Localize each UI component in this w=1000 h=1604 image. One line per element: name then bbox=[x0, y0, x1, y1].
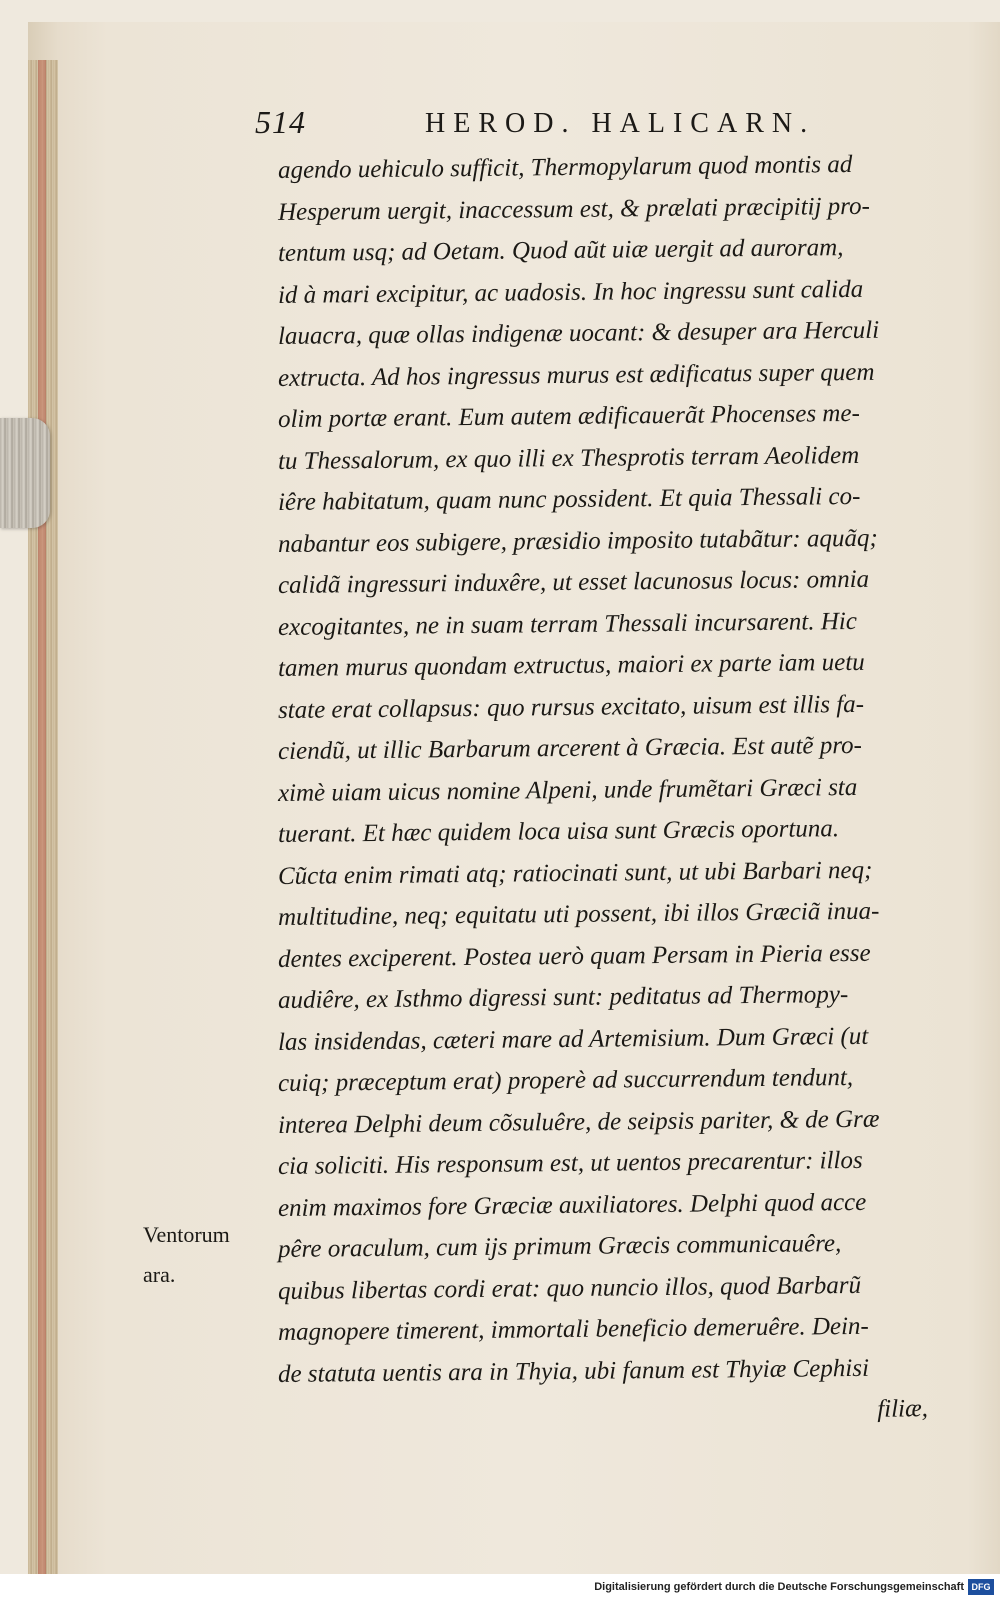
text-line: multitudine, neq; equitatu uti possent, ibi illos Græciã inua- bbox=[277, 897, 880, 931]
text-line: excogitantes, ne in suam terram Thessali incursarent. Hic bbox=[277, 607, 857, 641]
text-line: quibus libertas cordi erat: quo nuncio illos, quod Barbarũ bbox=[277, 1271, 862, 1305]
text-line: calidã ingressuri induxêre, ut esset lacunosus locus: omnia bbox=[277, 565, 870, 599]
text-line: ciendũ, ut illic Barbarum arcerent à Græcia. Est autẽ pro- bbox=[277, 731, 863, 765]
margin-note bbox=[143, 1215, 230, 1295]
text-line: tu Thessalorum, ex quo illi ex Thesprotis terram Aeolidem bbox=[277, 441, 860, 475]
text-line: extructa. Ad hos ingressus murus est ædificatus super quem bbox=[277, 358, 875, 392]
text-line: olim portæ erant. Eum autem ædificauerãt Phocenses me- bbox=[277, 399, 860, 433]
text-line: de statuta uentis ara in Thyia, ubi fanum est Thyiæ Cephisi bbox=[277, 1354, 870, 1388]
text-line: nabantur eos subigere, præsidio imposito tutabãtur: aquãq; bbox=[277, 524, 878, 558]
margin-note-line: ara. bbox=[143, 1262, 176, 1287]
text-line: enim maximos fore Græciæ auxiliatores. Delphi quod acce bbox=[277, 1188, 867, 1222]
text-line: audiêre, ex Isthmo digressi sunt: peditatus ad Thermopy- bbox=[277, 981, 849, 1014]
text-line: state erat collapsus: quo rursus excitato, uisum est illis fa- bbox=[277, 690, 865, 724]
text-line: Hesperum uergit, inaccessum est, & prælati præcipitij pro- bbox=[277, 192, 870, 226]
dfg-logo-icon: DFG bbox=[968, 1579, 994, 1595]
footer-bar bbox=[0, 1574, 1000, 1604]
margin-note-line: Ventorum bbox=[143, 1222, 230, 1247]
text-line: tamen murus quondam extructus, maiori ex parte iam uetu bbox=[277, 648, 865, 682]
text-line: pêre oraculum, cum ijs primum Græcis communicauêre, bbox=[277, 1230, 842, 1263]
text-line: iêre habitatum, quam nunc possident. Et quia Thessali co- bbox=[277, 482, 861, 516]
text-line: magnopere timerent, immortali beneficio demeruêre. Dein- bbox=[277, 1312, 869, 1346]
text-line: filiæ, bbox=[877, 1395, 929, 1423]
body-text bbox=[278, 150, 938, 1437]
text-line: Cũcta enim rimati atq; ratiocinati sunt, ut ubi Barbari neq; bbox=[277, 856, 873, 890]
text-line: ximè uiam uicus nomine Alpeni, unde frumẽtari Græci sta bbox=[277, 773, 858, 807]
text-line: dentes exciperent. Postea uerò quam Persam in Pieria esse bbox=[277, 939, 871, 973]
page-number: 514 bbox=[255, 104, 306, 140]
footer-credit: Digitalisierung gefördert durch die Deutsche Forschungsgemeinschaft bbox=[594, 1581, 964, 1593]
text-line: agendo uehiculo sufficit, Thermopylarum quod montis ad bbox=[277, 150, 853, 184]
text-line: interea Delphi deum cõsuluêre, de seipsis pariter, & de Græ bbox=[277, 1105, 880, 1139]
text-line: tuerant. Et hæc quidem loca uisa sunt Græcis oportuna. bbox=[277, 815, 840, 848]
text-line: cia soliciti. His responsum est, ut uentos precarentur: illos bbox=[277, 1146, 863, 1180]
page-header bbox=[255, 104, 875, 144]
text-line: id à mari excipitur, ac uadosis. In hoc ingressu sunt calida bbox=[277, 275, 864, 309]
clasp-tab bbox=[0, 418, 50, 528]
text-line: lauacra, quæ ollas indigenæ uocant: & desuper ara Herculi bbox=[277, 316, 880, 350]
text-line: tentum usq; ad Oetam. Quod aũt uiæ uergit ad auroram, bbox=[277, 234, 844, 267]
text-line: cuiq; præceptum erat) properè ad succurrendum tendunt, bbox=[277, 1063, 854, 1097]
red-edge-stripe bbox=[38, 60, 46, 1580]
text-line: las insidendas, cæteri mare ad Artemisium. Dum Græci (ut bbox=[277, 1022, 869, 1056]
running-head: HEROD. HALICARN. bbox=[425, 108, 816, 139]
